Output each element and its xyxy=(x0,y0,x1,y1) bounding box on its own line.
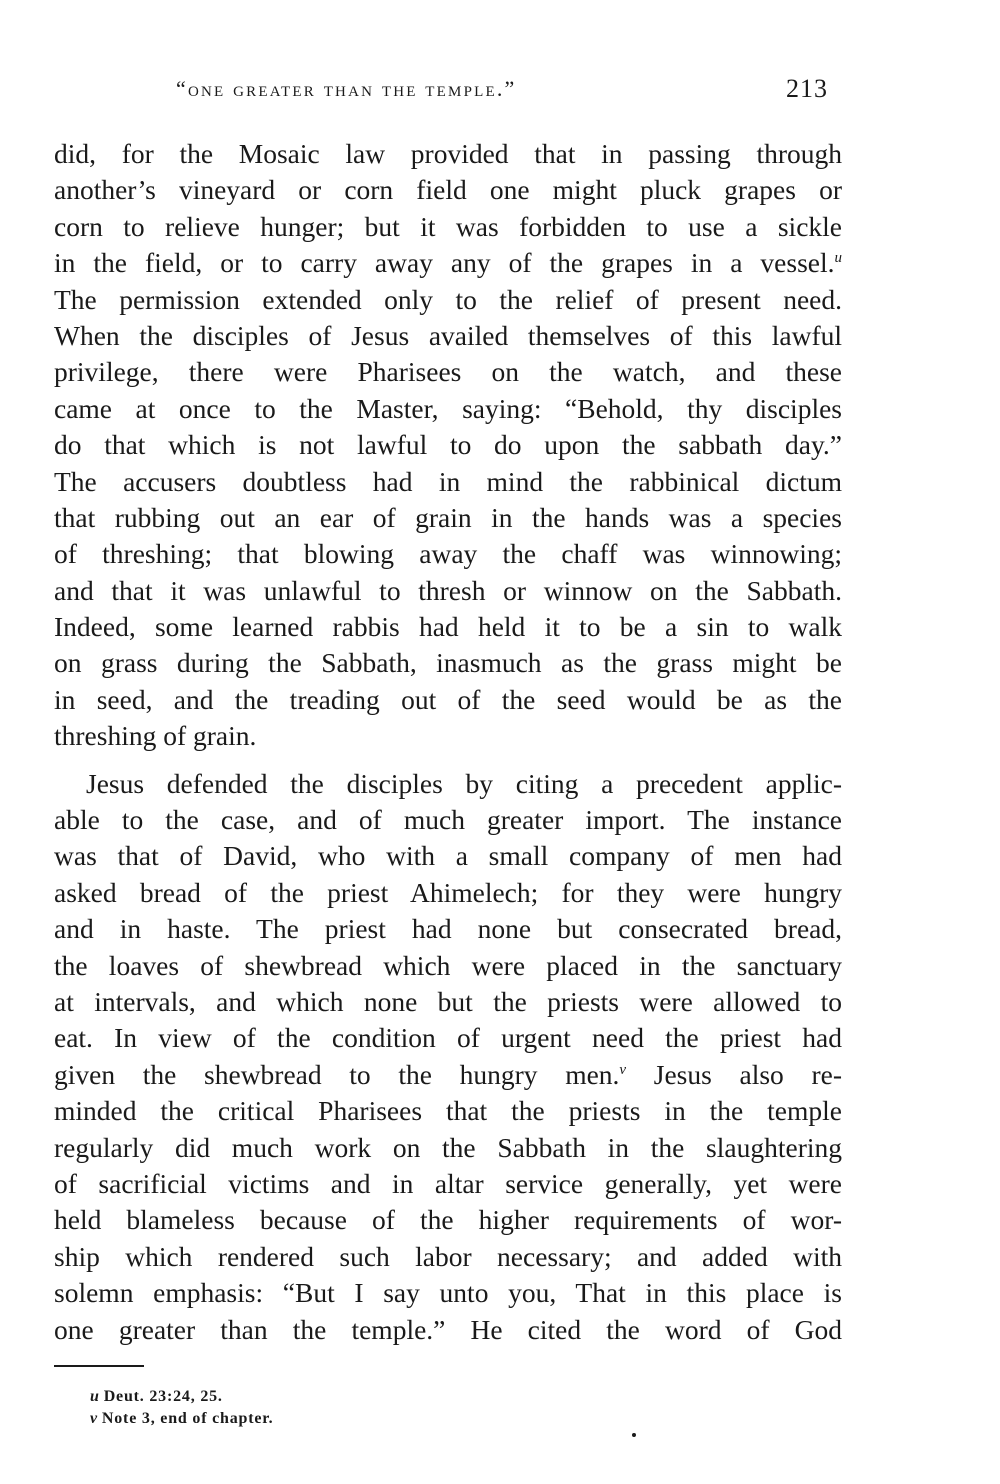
text-line: did, for the Mosaic law provided that in passing through xyxy=(54,138,842,169)
text-line: regularly did much work on the Sabbath in the slaughtering xyxy=(54,1131,842,1163)
footnote-letter: v xyxy=(90,1410,98,1427)
text-line: minded the critical Pharisees that the priests in the temple xyxy=(54,1095,842,1127)
footnote-u xyxy=(90,1386,790,1408)
body-text xyxy=(54,136,842,1348)
text-line: another’s vineyard or corn field one might pluck grapes or xyxy=(54,174,842,206)
text-line: and in haste. The priest had none but consecrated bread, xyxy=(54,913,842,945)
footnote-marker-v: v xyxy=(619,1061,627,1078)
paragraph-2 xyxy=(54,766,842,1348)
text-line: and that it was unlawful to thresh or winnow on the Sabbath. xyxy=(54,574,842,606)
paragraph-gap xyxy=(54,755,842,766)
text-line: able to the case, and of much greater import. The instance xyxy=(54,804,842,836)
text-line: Jesus defended the disciples by citing a precedent applic- xyxy=(86,767,842,799)
text-line-with-footnote xyxy=(54,1057,842,1093)
text-line: came at once to the Master, saying: “Behold, thy disciples xyxy=(54,392,842,424)
text-line: asked bread of the priest Ahimelech; for they were hungry xyxy=(54,876,842,908)
text-line: corn to relieve hunger; but it was forbidden to use a sickle xyxy=(54,210,842,242)
footnote-text: Deut. 23:24, 25. xyxy=(103,1388,223,1405)
footnote-rule xyxy=(54,1365,144,1367)
text-line: of threshing; that blowing away the chaff was winnowing; xyxy=(54,538,842,570)
print-speck xyxy=(632,1433,636,1437)
footnote-marker-u: u xyxy=(834,250,842,267)
text-line-continuation: Jesus also re- xyxy=(653,1058,842,1090)
page-number: 213 xyxy=(786,74,828,103)
text-line-with-footnote xyxy=(54,245,842,281)
text-line-content: in the field, or to carry away any of the grapes in a vessel. xyxy=(54,247,835,279)
text-line: the loaves of shewbread which were placed in the sanctuary xyxy=(54,949,842,981)
text-line: ship which rendered such labor necessary; and added with xyxy=(54,1240,842,1272)
footnote-v xyxy=(90,1408,790,1430)
footnote-text: Note 3, end of chapter. xyxy=(101,1410,274,1427)
running-title: “one greater than the temple.” xyxy=(176,76,517,101)
text-line-content: given the shewbread to the hungry men. xyxy=(54,1058,620,1090)
text-line: in seed, and the treading out of the seed would be as the xyxy=(54,683,842,715)
text-line: Indeed, some learned rabbis had held it to be a sin to walk xyxy=(54,611,842,643)
text-line: When the disciples of Jesus availed themselves of this lawful xyxy=(54,319,842,351)
text-line: eat. In view of the condition of urgent need the priest had xyxy=(54,1022,842,1054)
footnote-letter: u xyxy=(90,1388,100,1405)
text-line: The permission extended only to the relief of present need. xyxy=(54,283,842,315)
text-line: was that of David, who with a small company of men had xyxy=(54,840,842,872)
text-line: The accusers doubtless had in mind the rabbinical dictum xyxy=(54,465,842,497)
text-line: do that which is not lawful to do upon the sabbath day.” xyxy=(54,429,842,461)
footnotes xyxy=(90,1386,790,1430)
text-line: that rubbing out an ear of grain in the hands was a species xyxy=(54,501,842,533)
text-line: privilege, there were Pharisees on the watch, and these xyxy=(54,356,842,388)
running-head xyxy=(0,76,1000,116)
text-line: solemn emphasis: “But I say unto you, That in this place is xyxy=(54,1277,842,1309)
text-line: at intervals, and which none but the priests were allowed to xyxy=(54,985,842,1017)
paragraph-1 xyxy=(54,136,842,755)
text-line: of sacrificial victims and in altar service generally, yet were xyxy=(54,1167,842,1199)
text-line: held blameless because of the higher requirements of wor- xyxy=(54,1204,842,1236)
text-line: one greater than the temple.” He cited the word of God xyxy=(54,1313,842,1345)
text-line: threshing of grain. xyxy=(54,720,257,752)
text-line: on grass during the Sabbath, inasmuch as the grass might be xyxy=(54,647,842,679)
